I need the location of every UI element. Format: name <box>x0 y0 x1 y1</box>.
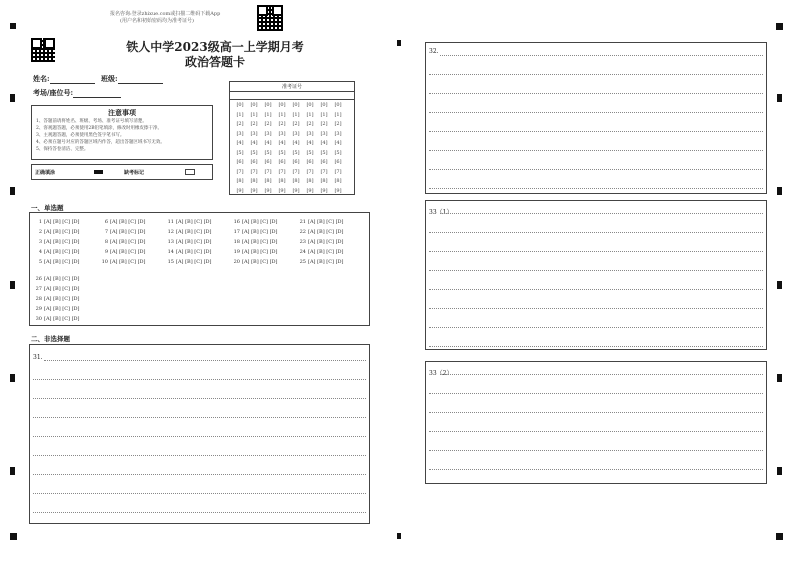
choice-item[interactable] <box>166 229 212 235</box>
choice-number: 3 <box>38 239 42 245</box>
exam-id-bubble[interactable]: [6] <box>334 159 342 165</box>
timing-mark <box>777 281 782 289</box>
exam-id-bubble[interactable]: [1] <box>306 111 314 118</box>
question-33-1-label: 33（1） <box>429 209 453 216</box>
choice-options[interactable]: [A] [B] [C] [D] <box>308 249 344 255</box>
choice-number: 23 <box>299 239 306 245</box>
answer-line[interactable] <box>33 436 366 437</box>
answer-line[interactable] <box>33 398 366 399</box>
exam-id-bubble[interactable]: [0] <box>250 102 258 108</box>
exam-id-bubble[interactable]: [1] <box>236 111 244 118</box>
choice-item[interactable] <box>298 229 344 235</box>
exam-id-bubble[interactable]: [4] <box>278 140 286 146</box>
exam-id-bubble[interactable]: [8] <box>264 178 272 184</box>
choice-item[interactable] <box>166 249 212 255</box>
exam-id-bubble[interactable]: [4] <box>236 140 244 146</box>
choice-item[interactable] <box>100 259 146 265</box>
timing-mark <box>777 374 782 382</box>
exam-id-bubble[interactable]: [6] <box>306 159 314 165</box>
answer-box-33-2 <box>425 361 767 484</box>
exam-id-bubble[interactable]: [6] <box>278 159 286 165</box>
exam-id-bubble[interactable]: [4] <box>292 140 300 146</box>
choice-options[interactable]: [A] [B] [C] [D] <box>242 219 278 225</box>
choice-options[interactable]: [A] [B] [C] [D] <box>242 239 278 245</box>
choice-number: 1 <box>38 219 42 225</box>
choice-options[interactable]: [A] [B] [C] [D] <box>308 259 344 265</box>
timing-mark <box>10 467 15 475</box>
notes-line: 5、保持答卷清洁、完整。 <box>36 147 89 152</box>
answer-line[interactable] <box>440 55 763 56</box>
answer-line[interactable] <box>33 417 366 418</box>
answer-box-33-1 <box>425 200 767 350</box>
name-field-row <box>33 74 163 84</box>
answer-line[interactable] <box>33 474 366 475</box>
exam-id-bubble[interactable]: [9] <box>250 187 258 194</box>
class-label: 班级: <box>101 74 118 83</box>
choice-item[interactable] <box>232 219 278 225</box>
exam-id-bubble[interactable]: [5] <box>334 149 342 156</box>
timing-mark <box>776 23 783 30</box>
choice-options[interactable]: [A] [B] [C] [D] <box>44 239 80 245</box>
exam-id-bubble[interactable]: [0] <box>334 102 342 108</box>
exam-id-bubble[interactable]: [8] <box>306 178 314 184</box>
answer-line[interactable] <box>33 455 366 456</box>
choice-options[interactable]: [A] [B] [C] [D] <box>44 276 80 282</box>
exam-id-bubble[interactable]: [4] <box>250 140 258 146</box>
choice-item[interactable] <box>34 249 80 255</box>
choice-item[interactable] <box>166 259 212 265</box>
choice-item[interactable] <box>34 296 80 302</box>
choice-item[interactable] <box>34 286 80 292</box>
choice-item[interactable] <box>34 316 80 322</box>
exam-id-bubble[interactable]: [4] <box>264 140 272 146</box>
answer-box-31 <box>29 344 370 524</box>
answer-line[interactable] <box>429 251 763 252</box>
choice-number: 6 <box>104 219 108 225</box>
choice-options[interactable]: [A] [B] [C] [D] <box>44 249 80 255</box>
answer-line[interactable] <box>44 360 366 361</box>
exam-id-bubble[interactable]: [8] <box>334 178 342 184</box>
answer-line[interactable] <box>429 393 763 394</box>
exam-id-entry-divider <box>230 99 354 100</box>
choice-number: 11 <box>167 219 174 225</box>
timing-mark <box>397 533 401 539</box>
answer-line[interactable] <box>33 512 366 513</box>
exam-id-bubble[interactable]: [8] <box>278 178 286 184</box>
exam-id-bubble[interactable]: [0] <box>264 102 272 108</box>
choice-options[interactable]: [A] [B] [C] [D] <box>110 229 146 235</box>
download-qr-code <box>257 5 283 31</box>
exam-id-grid <box>233 101 345 196</box>
answer-line[interactable] <box>429 93 763 94</box>
section-1-title: 一、单选题 <box>31 204 64 212</box>
title-line-1: 铁人中学2023级高一上学期月考 <box>126 40 304 54</box>
name-label: 姓名: <box>33 74 50 83</box>
choice-item[interactable] <box>166 219 212 225</box>
exam-id-bubble[interactable]: [2] <box>236 121 244 127</box>
exam-id-bubble[interactable]: [9] <box>264 187 272 194</box>
choice-item[interactable] <box>34 276 80 282</box>
timing-mark <box>10 187 15 195</box>
question-32-label: 32. <box>429 48 439 55</box>
choice-number: 19 <box>233 249 240 255</box>
choice-item[interactable] <box>298 249 344 255</box>
exam-id-bubble[interactable]: [2] <box>334 121 342 127</box>
choice-options[interactable]: [A] [B] [C] [D] <box>242 259 278 265</box>
choice-item[interactable] <box>298 239 344 245</box>
choice-options[interactable]: [A] [B] [C] [D] <box>44 229 80 235</box>
choice-number: 24 <box>299 249 306 255</box>
exam-id-bubble[interactable]: [1] <box>320 111 328 118</box>
exam-id-bubble[interactable]: [9] <box>334 187 342 194</box>
top-note: 报名咨询:登录zhixue.com或扫描二维码下载App <box>110 11 221 17</box>
correct-fill-label: 正确填涂 <box>35 170 56 176</box>
sheet-qr-code <box>31 38 55 62</box>
exam-id-bubble[interactable]: [1] <box>264 111 272 118</box>
answer-line[interactable] <box>33 379 366 380</box>
choice-number: 30 <box>35 316 42 322</box>
exam-id-bubble[interactable]: [5] <box>320 149 328 156</box>
choice-options[interactable]: [A] [B] [C] [D] <box>44 306 80 312</box>
absent-mark-checkbox[interactable] <box>185 169 195 175</box>
choice-options[interactable]: [A] [B] [C] [D] <box>110 219 146 225</box>
choice-item[interactable] <box>34 239 80 245</box>
notes-box <box>31 105 213 160</box>
exam-id-bubble[interactable]: [9] <box>292 187 300 194</box>
correct-fill-sample <box>94 170 103 174</box>
exam-id-bubble[interactable]: [0] <box>292 102 300 108</box>
exam-id-bubble[interactable]: [6] <box>264 159 272 165</box>
exam-id-bubble[interactable]: [3] <box>278 130 286 137</box>
choice-options[interactable]: [A] [B] [C] [D] <box>308 239 344 245</box>
answer-line[interactable] <box>440 374 763 375</box>
exam-id-bubble[interactable]: [6] <box>236 159 244 165</box>
timing-mark <box>10 23 16 29</box>
choice-options[interactable]: [A] [B] [C] [D] <box>44 296 80 302</box>
fill-sample-box <box>31 164 213 180</box>
exam-id-bubble[interactable]: [1] <box>292 111 300 118</box>
exam-id-bubble[interactable]: [5] <box>292 149 300 156</box>
answer-line[interactable] <box>429 431 763 432</box>
exam-id-bubble[interactable]: [9] <box>320 187 328 194</box>
exam-id-bubble[interactable]: [5] <box>250 149 258 156</box>
choice-number: 2 <box>38 229 42 235</box>
choice-item[interactable] <box>232 229 278 235</box>
answer-line[interactable] <box>429 412 763 413</box>
question-31-label: 31. <box>33 354 43 361</box>
choice-number: 9 <box>104 249 108 255</box>
choice-number: 8 <box>104 239 108 245</box>
notes-line: 1、答题前请将姓名、班级、考场、准考证号填写清楚。 <box>36 119 147 124</box>
exam-id-bubble[interactable]: [2] <box>306 121 314 127</box>
choice-options[interactable]: [A] [B] [C] [D] <box>44 259 80 265</box>
choice-item[interactable] <box>100 239 146 245</box>
exam-id-bubble[interactable]: [2] <box>250 121 258 127</box>
choice-options[interactable]: [A] [B] [C] [D] <box>176 259 212 265</box>
seat-label: 考场/座位号: <box>33 88 74 97</box>
timing-mark <box>10 533 17 540</box>
notes-line: 3、主观题答题，必须使用黑色签字笔书写。 <box>36 133 125 138</box>
answer-line[interactable] <box>429 112 763 113</box>
choice-item[interactable] <box>100 219 146 225</box>
seat-field[interactable] <box>73 89 121 98</box>
exam-id-bubble[interactable]: [3] <box>320 130 328 137</box>
choice-options[interactable]: [A] [B] [C] [D] <box>44 286 80 292</box>
choice-options[interactable]: [A] [B] [C] [D] <box>176 229 212 235</box>
exam-id-bubble[interactable]: [0] <box>278 102 286 108</box>
timing-mark <box>777 187 782 195</box>
name-field[interactable] <box>50 75 95 84</box>
exam-id-title: 准考证号 <box>281 84 302 90</box>
timing-mark <box>397 40 401 46</box>
exam-id-bubble[interactable]: [7] <box>306 168 314 175</box>
exam-id-bubble[interactable]: [4] <box>320 140 328 146</box>
answer-line[interactable] <box>440 213 763 214</box>
choice-number: 10 <box>101 259 108 265</box>
notes-title: 注意事项 <box>108 108 136 117</box>
choice-item[interactable] <box>232 239 278 245</box>
answer-line[interactable] <box>429 308 763 309</box>
choice-options[interactable]: [A] [B] [C] [D] <box>176 239 212 245</box>
choice-options[interactable]: [A] [B] [C] [D] <box>176 249 212 255</box>
exam-id-bubble[interactable]: [5] <box>306 149 314 156</box>
question-33-2-label: 33（2） <box>429 370 453 377</box>
answer-line[interactable] <box>429 74 763 75</box>
timing-mark <box>10 374 15 382</box>
answer-line[interactable] <box>429 469 763 470</box>
exam-id-box <box>229 81 355 195</box>
exam-id-bubble[interactable]: [7] <box>334 168 342 175</box>
exam-id-bubble[interactable]: [8] <box>292 178 300 184</box>
choice-number: 12 <box>167 229 174 235</box>
exam-id-bubble[interactable]: [9] <box>236 187 244 194</box>
exam-id-bubble[interactable]: [5] <box>278 149 286 156</box>
choice-item[interactable] <box>232 249 278 255</box>
choice-number: 21 <box>299 219 306 225</box>
choice-options[interactable]: [A] [B] [C] [D] <box>44 316 80 322</box>
choice-item[interactable] <box>298 219 344 225</box>
exam-id-bubble[interactable]: [0] <box>236 102 244 108</box>
choice-number: 17 <box>233 229 240 235</box>
choice-item[interactable] <box>34 229 80 235</box>
choice-item[interactable] <box>166 239 212 245</box>
choice-number: 4 <box>38 249 42 255</box>
choice-number: 7 <box>104 229 108 235</box>
answer-line[interactable] <box>429 169 763 170</box>
choice-item[interactable] <box>100 229 146 235</box>
answer-line[interactable] <box>429 232 763 233</box>
choice-number: 5 <box>38 259 42 265</box>
exam-id-bubble[interactable]: [7] <box>250 168 258 175</box>
exam-id-bubble[interactable]: [6] <box>250 159 258 165</box>
choice-number: 25 <box>299 259 306 265</box>
exam-id-bubble[interactable]: [5] <box>236 149 244 156</box>
answer-line[interactable] <box>429 188 763 189</box>
choice-options[interactable]: [A] [B] [C] [D] <box>176 219 212 225</box>
choice-number: 16 <box>233 219 240 225</box>
choice-options[interactable]: [A] [B] [C] [D] <box>242 229 278 235</box>
exam-id-bubble[interactable]: [2] <box>278 121 286 127</box>
choice-item[interactable] <box>232 259 278 265</box>
exam-id-bubble[interactable]: [7] <box>236 168 244 175</box>
choice-options[interactable]: [A] [B] [C] [D] <box>110 259 146 265</box>
exam-id-bubble[interactable]: [7] <box>320 168 328 175</box>
single-choice-box <box>29 212 370 326</box>
choice-number: 26 <box>35 276 42 282</box>
answer-box-32 <box>425 42 767 194</box>
notes-line: 2、客观题答题，必须使用2B铅笔填涂，修改时用橡皮擦干净。 <box>36 126 163 131</box>
exam-id-bubble[interactable]: [6] <box>320 159 328 165</box>
answer-line[interactable] <box>33 493 366 494</box>
answer-line[interactable] <box>429 327 763 328</box>
exam-id-bubble[interactable]: [3] <box>250 130 258 137</box>
exam-id-bubble[interactable]: [7] <box>264 168 272 175</box>
choice-item[interactable] <box>298 259 344 265</box>
answer-line[interactable] <box>429 131 763 132</box>
exam-id-bubble[interactable]: [2] <box>292 121 300 127</box>
exam-id-title-divider <box>230 91 354 92</box>
notes-line: 4、必须在题号对应的答题区域内作答，超出答题区域书写无效。 <box>36 140 165 145</box>
exam-id-bubble[interactable]: [7] <box>278 168 286 175</box>
exam-id-bubble[interactable]: [7] <box>292 168 300 175</box>
choice-number: 18 <box>233 239 240 245</box>
choice-number: 20 <box>233 259 240 265</box>
exam-id-bubble[interactable]: [3] <box>334 130 342 137</box>
choice-number: 15 <box>167 259 174 265</box>
choice-options[interactable]: [A] [B] [C] [D] <box>110 249 146 255</box>
timing-mark <box>776 533 783 540</box>
seat-field-row <box>33 88 121 98</box>
choice-number: 13 <box>167 239 174 245</box>
exam-id-bubble[interactable]: [1] <box>250 111 258 118</box>
choice-options[interactable]: [A] [B] [C] [D] <box>308 219 344 225</box>
class-field[interactable] <box>118 75 163 84</box>
choice-number: 28 <box>35 296 42 302</box>
choice-number: 29 <box>35 306 42 312</box>
exam-id-bubble[interactable]: [6] <box>292 159 300 165</box>
exam-id-bubble[interactable]: [3] <box>236 130 244 137</box>
answer-line[interactable] <box>429 450 763 451</box>
exam-id-bubble[interactable]: [9] <box>306 187 314 194</box>
exam-id-bubble[interactable]: [1] <box>278 111 286 118</box>
timing-mark <box>777 94 782 102</box>
choice-item[interactable] <box>100 249 146 255</box>
choice-number: 22 <box>299 229 306 235</box>
answer-line[interactable] <box>429 289 763 290</box>
timing-mark <box>10 94 15 102</box>
exam-id-bubble[interactable]: [3] <box>306 130 314 137</box>
choice-number: 14 <box>167 249 174 255</box>
answer-line[interactable] <box>429 346 763 347</box>
exam-id-bubble[interactable]: [8] <box>236 178 244 184</box>
choice-item[interactable] <box>34 259 80 265</box>
exam-id-bubble[interactable]: [0] <box>306 102 314 108</box>
choice-options[interactable]: [A] [B] [C] [D] <box>44 219 80 225</box>
exam-id-bubble[interactable]: [2] <box>320 121 328 127</box>
exam-id-bubble[interactable]: [3] <box>292 130 300 137</box>
choice-number: 27 <box>35 286 42 292</box>
exam-id-bubble[interactable]: [5] <box>264 149 272 156</box>
exam-id-bubble[interactable]: [1] <box>334 111 342 118</box>
exam-id-bubble[interactable]: [4] <box>306 140 314 146</box>
top-note-sub: (用户名和初始密码均为准考证号) <box>120 18 194 24</box>
answer-line[interactable] <box>429 270 763 271</box>
exam-id-bubble[interactable]: [4] <box>334 140 342 146</box>
absent-mark-label: 缺考标记 <box>124 170 145 176</box>
exam-id-bubble[interactable]: [8] <box>320 178 328 184</box>
section-2-title: 二、非选择题 <box>31 335 70 343</box>
choice-options[interactable]: [A] [B] [C] [D] <box>308 229 344 235</box>
answer-line[interactable] <box>429 150 763 151</box>
exam-id-bubble[interactable]: [2] <box>264 121 272 127</box>
exam-id-bubble[interactable]: [9] <box>278 187 286 194</box>
exam-id-bubble[interactable]: [8] <box>250 178 258 184</box>
title-line-2: 政治答题卡 <box>184 55 245 69</box>
exam-id-bubble[interactable]: [0] <box>320 102 328 108</box>
choice-options[interactable]: [A] [B] [C] [D] <box>242 249 278 255</box>
choice-options[interactable]: [A] [B] [C] [D] <box>110 239 146 245</box>
choice-item[interactable] <box>34 306 80 312</box>
choice-item[interactable] <box>34 219 80 225</box>
timing-mark <box>777 467 782 475</box>
page-title <box>120 40 310 70</box>
timing-mark <box>10 281 15 289</box>
exam-id-bubble[interactable]: [3] <box>264 130 272 137</box>
